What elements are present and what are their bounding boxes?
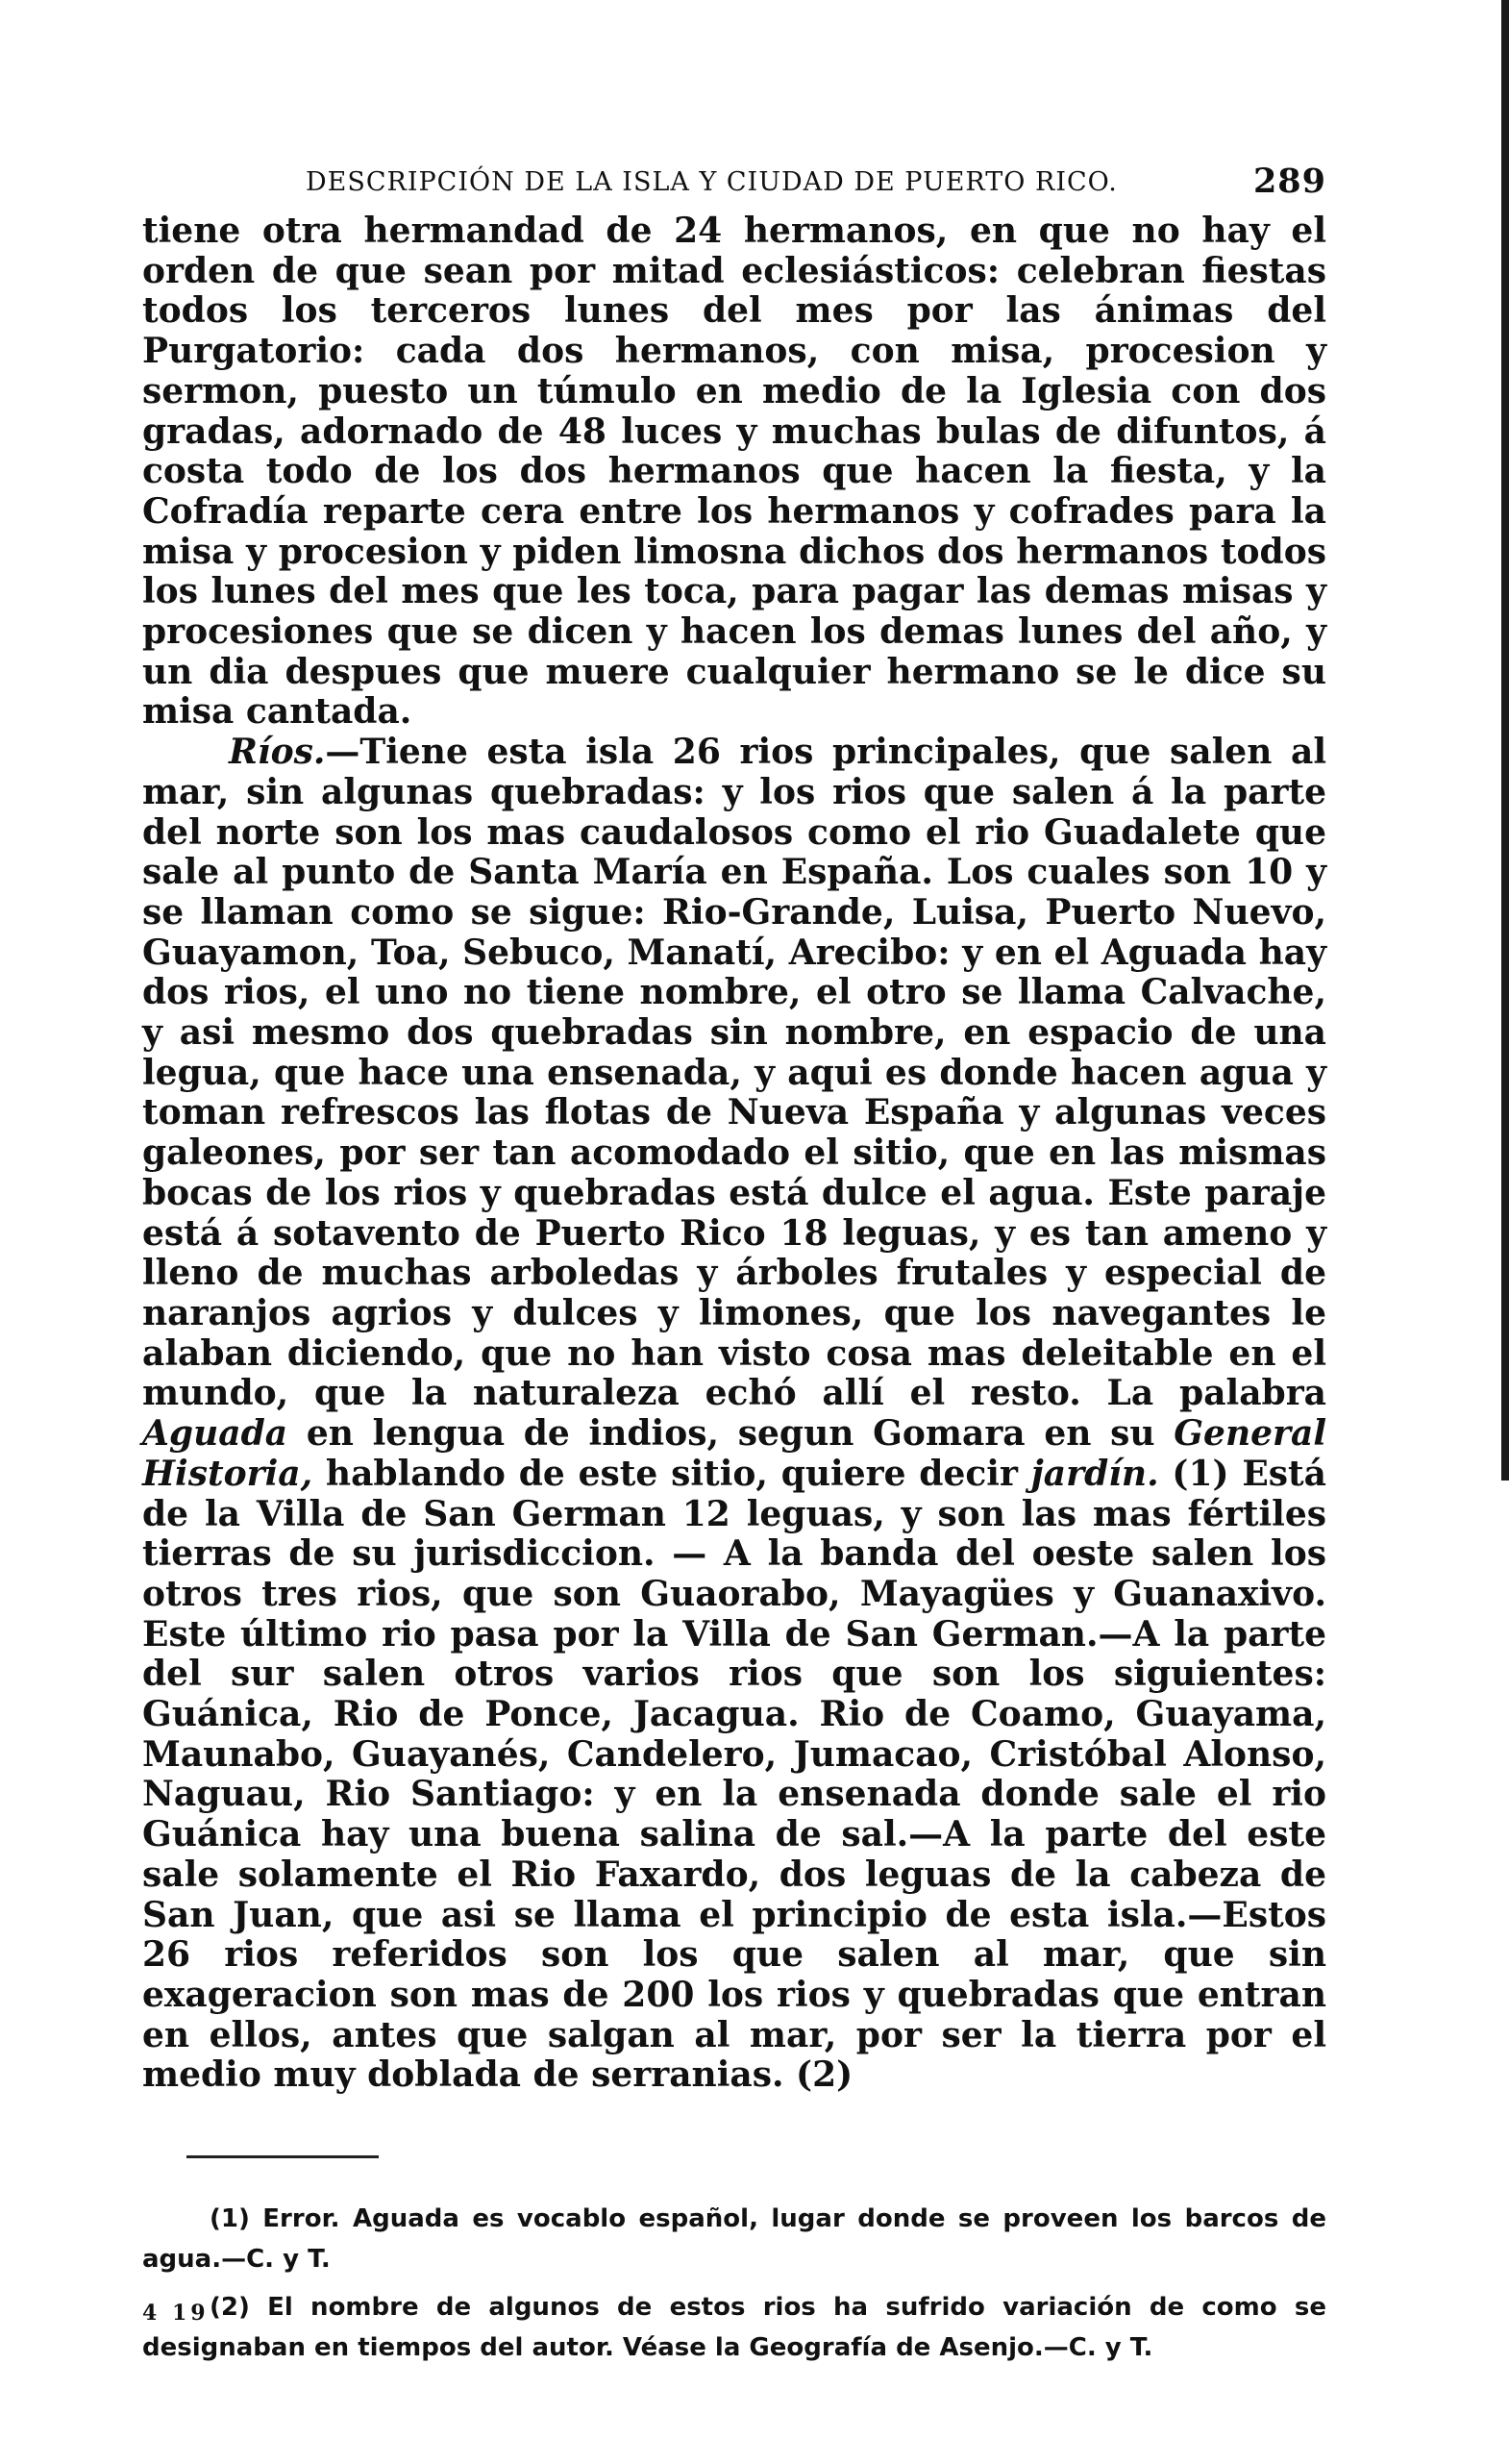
page-number: 289 (1252, 162, 1326, 201)
footnotes (142, 2199, 1326, 2368)
rios-text-a: —Tiene esta isla 26 rios principales, que salen al mar, sin algunas quebradas: y los rios que salen á la parte del norte son los mas caudalosos como el rio Guadalete que sale al punto de Santa María en España. Los cuales son 10 y se llaman como se sigue: Rio-Grande, Luisa, Puerto Nuevo, Guayamon, Toa, Sebuco, Manatí, Arecibo: y en el Aguada hay dos rios, el uno no tiene nombre, el otro se llama Calvache, y asi mesmo dos quebradas sin nombre, en espacio de una legua, que hace una ensenada, y aqui es donde hacen agua y toman refrescos las flotas de Nueva España y algunas veces galeones, por ser tan acomodado el sitio, que en las mismas bocas de los rios y quebradas está dulce el agua. Este paraje está á sotavento de Puerto Rico 18 leguas, y es tan ameno y lleno de muchas arboledas y árboles frutales y especial de naranjos agrios y dulces y limones, que los navegantes le alaban diciendo, que no han visto cosa mas deleitable en el mundo, que la naturaleza echó allí el resto. La palabra (142, 732, 1326, 1414)
main-text (142, 212, 1326, 2096)
running-header (142, 154, 1326, 212)
rios-text-b: en lengua de indios, segun Gomara en su (287, 1413, 1175, 1455)
paragraph-hermandad: tiene otra hermandad de 24 hermanos, en que no hay el orden de que sean por mitad eclesiásticos: celebran fiestas todos los terceros lunes del mes por las ánimas del Purgatorio: cada dos hermanos, con misa, procesion y sermon, puesto un túmulo en medio de la Iglesia con dos gradas, adornado de 48 luces y muchas bulas de difuntos, á costa todo de los dos hermanos que hacen la fiesta, y la Cofradía reparte cera entre los hermanos y cofrades para la misa y procesion y piden limosna dichos dos hermanos todos los lunes del mes que les toca, para pagar las demas misas y procesiones que se dicen y hacen los demas lunes del año, y un dia despues que muere cualquier hermano se le dice su misa cantada. (142, 211, 1326, 733)
footnote-2: (2) El nombre de algunos de estos rios ha sufrido variación de como se designaban en tiempos del autor. Véase la Geografía de Asenjo.—C. y T. (142, 2293, 1326, 2363)
footnote-divider (186, 2155, 379, 2158)
italic-aguada: Aguada (142, 1413, 288, 1455)
rios-text-d: (1) Está de la Villa de San German 12 leguas, y son las mas fértiles tierras de su jurisdiccion. — A la banda del oeste salen los otros tres rios, que son Guaorabo, Mayagües y Guanaxivo. Este último rio pasa por la Villa de San German.—A la parte del sur salen otros varios rios que son los siguientes: Guánica, Rio de Ponce, Jacagua. Rio de Coamo, Guayama, Maunabo, Guayanés, Candelero, Jumacao, Cristóbal Alonso, Naguau, Rio Santiago: y en la ensenada donde sale el rio Guánica hay una buena salina de sal.—A la parte del este sale solamente el Rio Faxardo, dos leguas de la cabeza de San Juan, que asi se llama el principio de esta isla.—Estos 26 rios referidos son los que salen al mar, que sin exageracion son mas de 200 los rios y quebradas que entran en ellos, antes que salgan al mar, por ser la tierra por el medio muy doblada de serranias. (2) (142, 1453, 1326, 2096)
rios-text-c: hablando de este sitio, quiere decir (312, 1453, 1031, 1494)
signature-mark: 4 19 (142, 2301, 210, 2326)
footnote-1: (1) Error. Aguada es vocablo español, lugar donde se proveen los barcos de agua.—C. y T. (142, 2204, 1326, 2275)
italic-book-title: General Historia, (142, 1413, 1326, 1494)
paragraph-rios (142, 733, 1326, 2096)
italic-jardin: jardín. (1030, 1453, 1159, 1494)
section-heading-rios: Ríos. (229, 732, 326, 773)
page-edge-shadow (1501, 0, 1509, 1481)
book-page (142, 154, 1326, 2376)
running-title: DESCRIPCIÓN DE LA ISLA Y CIUDAD DE PUERTO RICO. (306, 167, 1118, 197)
